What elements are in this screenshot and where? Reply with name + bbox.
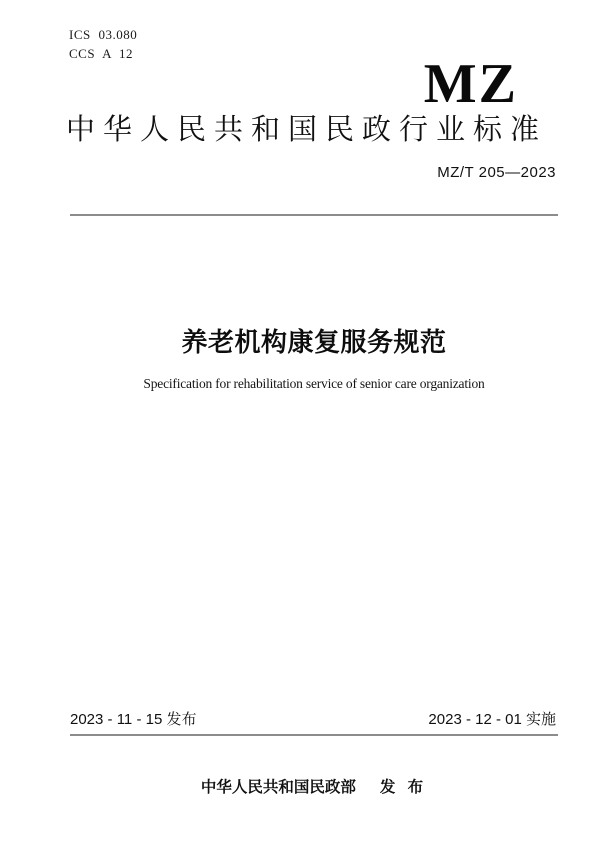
mz-logo: MZ	[423, 53, 518, 115]
ics-code: ICS 03.080	[69, 27, 138, 42]
document-title-en: Specification for rehabilitation service of senior care organization	[143, 376, 485, 391]
date-row	[70, 708, 556, 729]
publisher-name: 中华人民共和国民政部	[200, 779, 356, 796]
document-title-zh: 养老机构康复服务规范	[181, 327, 447, 357]
publisher-row	[70, 775, 558, 797]
header-divider	[70, 214, 558, 216]
classification-codes	[69, 25, 137, 63]
footer-divider	[70, 734, 558, 736]
standard-type-title: 中华人民共和国民政行业标准	[66, 114, 548, 146]
implement-date: 2023 - 12 - 01 实施	[428, 711, 556, 728]
standard-number: MZ/T 205—2023	[437, 164, 556, 181]
publish-label: 发 布	[379, 779, 428, 796]
issue-date: 2023 - 11 - 15 发布	[70, 711, 197, 728]
ccs-code: CCS A 12	[69, 46, 134, 61]
